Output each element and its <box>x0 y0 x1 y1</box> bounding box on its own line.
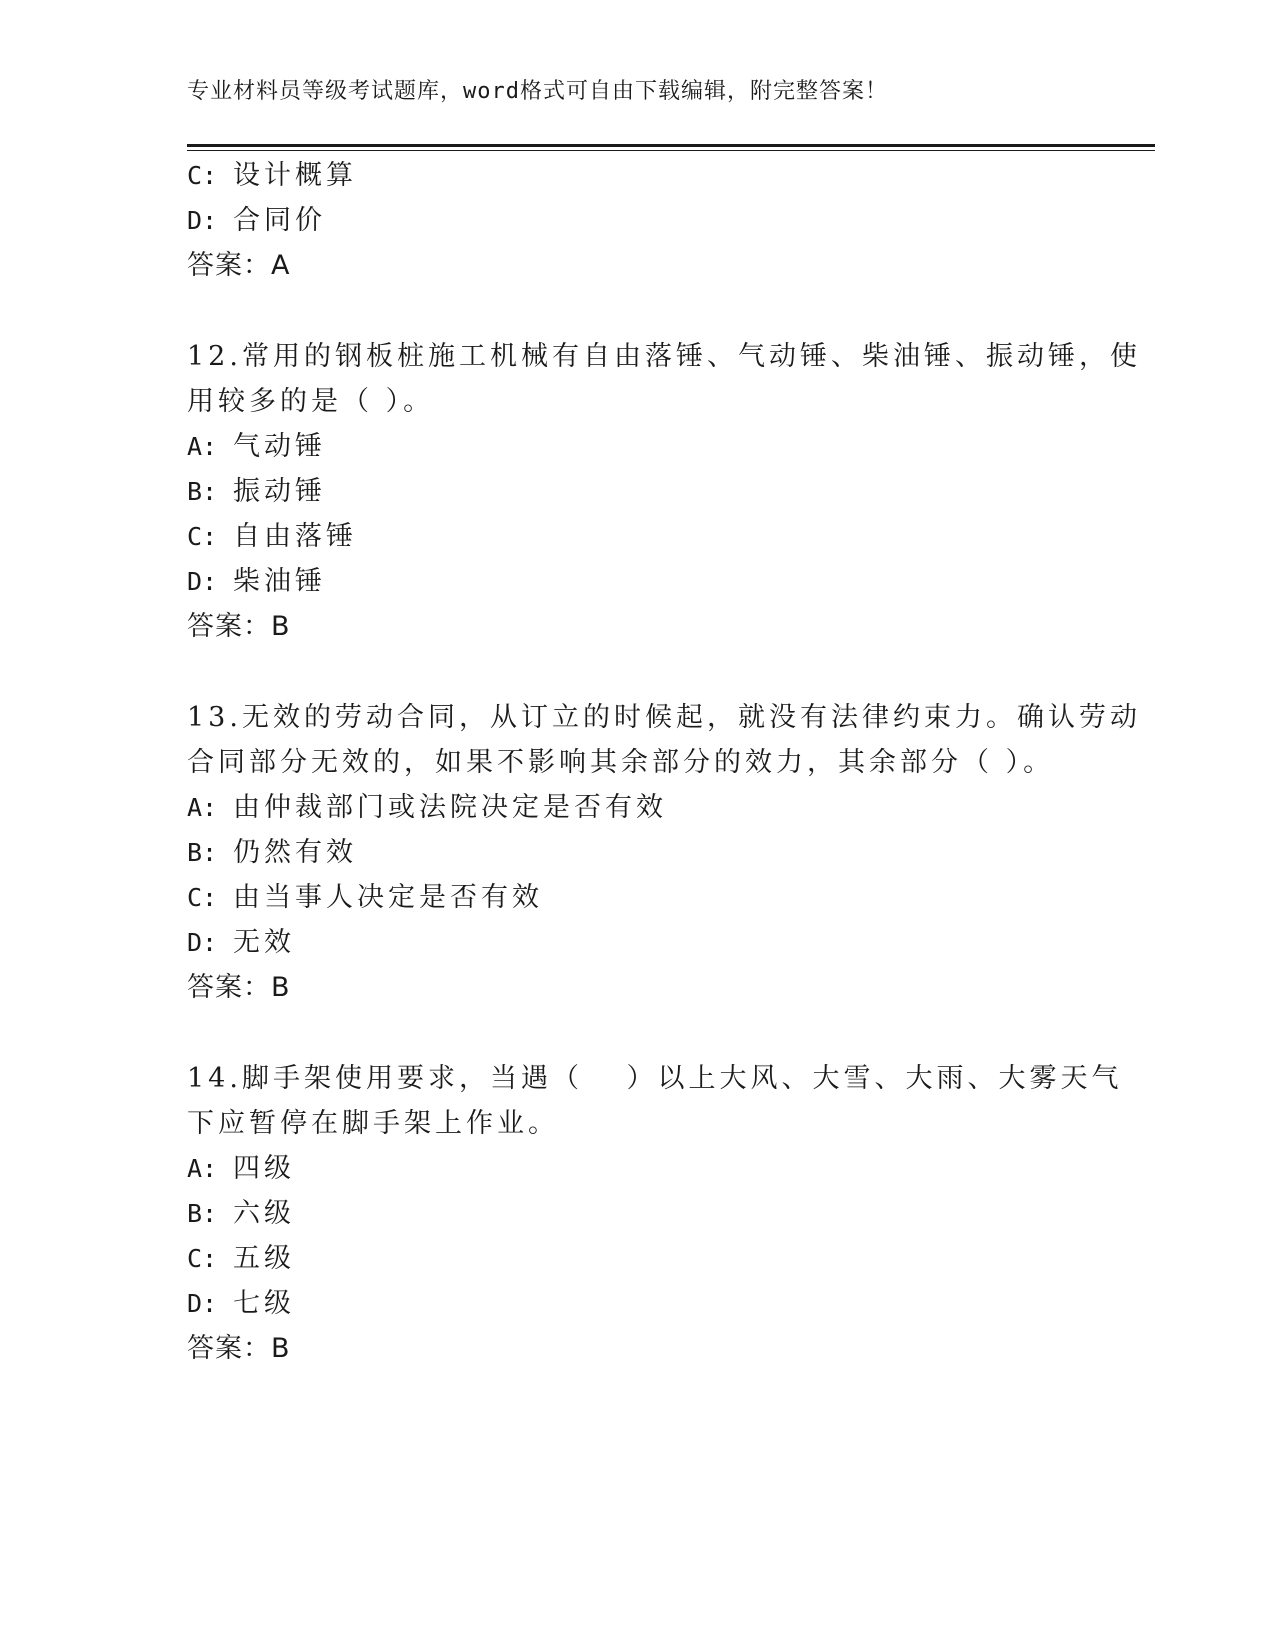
option-q11-d <box>187 204 326 238</box>
option-q12-d <box>187 565 326 599</box>
option-text: 合同价 <box>233 205 326 236</box>
question-13-stem-line1: 13.无效的劳动合同，从订立的时候起，就没有法律约束力。确认劳动 <box>187 702 1141 733</box>
option-q14-a <box>187 1152 295 1186</box>
option-text: 气动锤 <box>233 431 326 462</box>
option-text: 设计概算 <box>233 160 357 191</box>
option-text: 五级 <box>233 1243 295 1274</box>
option-q13-a <box>187 791 667 825</box>
answer-q13: 答案：B <box>187 972 291 1003</box>
answer-q11: 答案：A <box>187 250 291 281</box>
option-letter: D: <box>187 1289 218 1318</box>
option-letter: C: <box>187 522 218 551</box>
option-text: 七级 <box>233 1288 295 1319</box>
question-13-stem-line2: 合同部分无效的，如果不影响其余部分的效力，其余部分（ ）。 <box>187 747 1055 778</box>
option-letter: A: <box>187 793 218 822</box>
option-letter: A: <box>187 432 218 461</box>
question-14-stem-line2: 下应暂停在脚手架上作业。 <box>187 1108 559 1139</box>
option-q12-b <box>187 475 326 509</box>
option-letter: D: <box>187 567 218 596</box>
option-q14-c <box>187 1242 295 1276</box>
option-text: 四级 <box>233 1153 295 1184</box>
option-letter: D: <box>187 928 218 957</box>
option-q13-d <box>187 926 295 960</box>
option-letter: B: <box>187 1199 218 1228</box>
option-text: 振动锤 <box>233 476 326 507</box>
answer-q12: 答案：B <box>187 611 291 642</box>
option-q14-b <box>187 1197 295 1231</box>
header-rule-thin <box>187 150 1155 151</box>
option-q12-a <box>187 430 326 464</box>
question-14-stem-line1: 14.脚手架使用要求，当遇（ ）以上大风、大雪、大雨、大雾天气 <box>187 1063 1123 1094</box>
option-letter: A: <box>187 1154 218 1183</box>
answer-q14: 答案：B <box>187 1333 291 1364</box>
option-text: 由仲裁部门或法院决定是否有效 <box>233 792 667 823</box>
option-text: 柴油锤 <box>233 566 326 597</box>
option-q12-c <box>187 520 357 554</box>
option-letter: B: <box>187 477 218 506</box>
page-header: 专业材料员等级考试题库，word格式可自由下载编辑，附完整答案！ <box>187 79 888 104</box>
option-text: 仍然有效 <box>233 837 357 868</box>
option-letter: C: <box>187 1244 218 1273</box>
option-letter: C: <box>187 883 218 912</box>
option-q13-b <box>187 836 357 870</box>
option-q14-d <box>187 1287 295 1321</box>
option-letter: D: <box>187 206 218 235</box>
option-letter: C: <box>187 161 218 190</box>
option-text: 无效 <box>233 927 295 958</box>
option-letter: B: <box>187 838 218 867</box>
question-12-stem-line1: 12.常用的钢板桩施工机械有自由落锤、气动锤、柴油锤、振动锤，使 <box>187 341 1141 372</box>
option-q11-c <box>187 159 357 193</box>
option-text: 由当事人决定是否有效 <box>233 882 543 913</box>
question-12-stem-line2: 用较多的是（ ）。 <box>187 386 435 417</box>
option-q13-c <box>187 881 543 915</box>
option-text: 自由落锤 <box>233 521 357 552</box>
option-text: 六级 <box>233 1198 295 1229</box>
header-rule-thick <box>187 144 1155 147</box>
